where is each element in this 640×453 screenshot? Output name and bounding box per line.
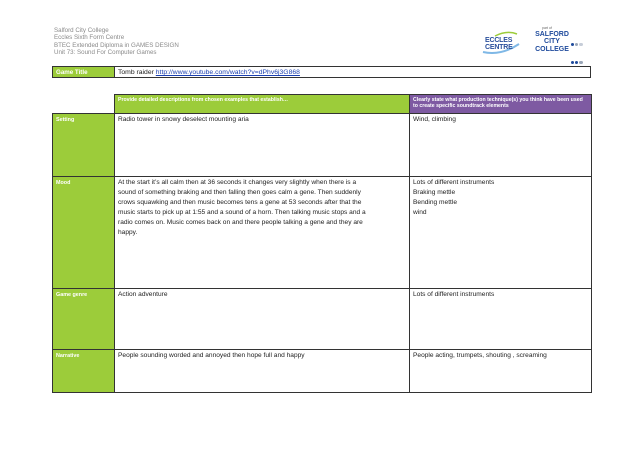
eccles-logo-line1: ECCLES: [485, 37, 513, 44]
header-line-unit: Unit 73: Sound For Computer Games: [54, 49, 157, 57]
logo-dot-icon: [575, 61, 578, 64]
row-label-mood: Mood: [53, 177, 115, 289]
salford-logo-line2: CITY: [544, 38, 560, 46]
header-line-course: BTEC Extended Diploma in GAMES DESIGN: [54, 41, 179, 49]
table-row-game-genre: [53, 289, 592, 350]
table-row-narrative: [53, 350, 592, 393]
narrative-description: [115, 350, 410, 393]
row-label-narrative: Narrative: [53, 350, 115, 393]
logo-dot-icon: [575, 43, 578, 46]
mood-description-line: radio comes on. Music comes back on and there people talking a gene and they are: [118, 219, 363, 226]
mood-description-line: At the start it’s all calm then at 36 seconds it changes very slightly when there is a: [118, 179, 357, 186]
salford-logo-line3: COLLEGE: [535, 45, 569, 53]
logo-dot-icon: [571, 61, 574, 64]
narrative-technique-line: People acting, trumpets, shouting , screaming: [413, 352, 547, 359]
game-title-text: Tomb raider: [118, 69, 156, 76]
salford-logo-small: part of: [542, 26, 552, 30]
setting-technique-line: Wind, climbing: [413, 116, 456, 123]
game-title-label: Game Title: [53, 67, 115, 77]
mood-description-line: sound of something braking and then falling then goes calm a gene. Then suddenly: [118, 189, 361, 196]
game-genre-technique-line: Lots of different instruments: [413, 291, 495, 298]
game-title-link[interactable]: http://www.youtube.com/watch?v=dPhv6j3G868: [155, 69, 300, 76]
table-row-mood: [53, 177, 592, 289]
sound-analysis-table: [52, 94, 592, 393]
mood-technique-line: Bending mettle: [413, 199, 457, 206]
mood-technique-line: Lots of different instruments: [413, 179, 495, 186]
header-line-college: Salford City College: [54, 27, 109, 34]
eccles-logo-line2: CENTRE: [485, 43, 513, 51]
mood-description-line: music starts to pick up at 1:55 and a sound of a horn. Then talking music stops and a: [118, 209, 366, 216]
game-genre-technique: [410, 289, 592, 350]
logo-dot-icon: [579, 43, 582, 46]
mood-technique-line: wind: [413, 209, 427, 216]
setting-description-line: Radio tower in snowy deselect mounting aria: [118, 116, 249, 123]
header-techniques: Clearly state what production technique(s) you think have been used to create specific soundtrack elements: [410, 95, 592, 114]
mood-description-line: crows squawking and then music becomes tens a gene at 53 seconds after that the: [118, 199, 362, 206]
narrative-technique: [410, 350, 592, 393]
narrative-description-line: People sounding worded and annoyed then hope full and happy: [118, 352, 305, 359]
row-label-setting: Setting: [53, 114, 115, 177]
salford-dots-icon: [570, 34, 584, 70]
game-title-value: [115, 67, 590, 77]
mood-technique-line: Braking mettle: [413, 189, 456, 196]
mood-description: [115, 177, 410, 289]
header-line-centre: Eccles Sixth Form Centre: [54, 34, 125, 42]
salford-city-college-logo: [533, 26, 583, 56]
row-label-game-genre: Game genre: [53, 289, 115, 350]
game-genre-description: [115, 289, 410, 350]
document-header: [54, 27, 179, 57]
logo-dot-icon: [579, 61, 582, 64]
table-row-setting: [53, 114, 592, 177]
header-blank-cell: [53, 95, 115, 114]
setting-technique: [410, 114, 592, 177]
mood-description-line: happy.: [118, 229, 138, 236]
logo-dot-icon: [571, 43, 574, 46]
game-title-row: [52, 66, 591, 78]
salford-logo-line1: SALFORD: [535, 31, 569, 38]
header-descriptions: Provide detailed descriptions from chosen examples that establish…: [115, 95, 410, 114]
game-genre-description-line: Action adventure: [118, 291, 168, 298]
eccles-centre-logo: [481, 30, 521, 54]
mood-technique: [410, 177, 592, 289]
setting-description: [115, 114, 410, 177]
table-header-row: [53, 95, 592, 114]
